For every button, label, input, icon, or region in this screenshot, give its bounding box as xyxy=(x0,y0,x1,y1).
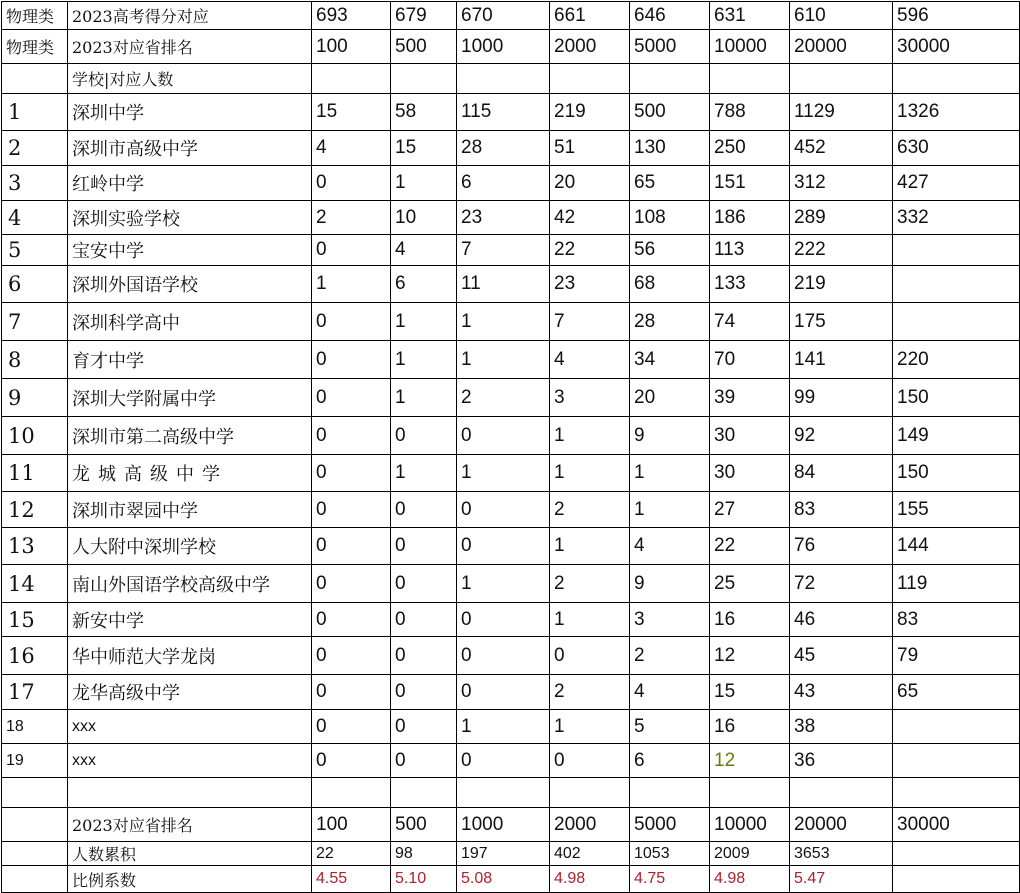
school-name: 新安中学 xyxy=(68,603,312,637)
count-cell: 45 xyxy=(790,637,893,675)
count-cell: 0 xyxy=(312,166,391,201)
school-name: 宝安中学 xyxy=(68,235,312,266)
count-cell: 99 xyxy=(790,379,893,417)
count-cell: 186 xyxy=(710,201,790,235)
count-cell: 1 xyxy=(630,455,710,492)
table-row xyxy=(2,744,1020,778)
count-cell: 1326 xyxy=(893,94,1020,131)
empty-cell xyxy=(550,64,630,94)
school-name: 龙华高级中学 xyxy=(68,675,312,710)
count-cell: 92 xyxy=(790,417,893,455)
rank-value: 2000 xyxy=(550,808,630,842)
count-cell: 15 xyxy=(710,675,790,710)
count-cell: 22 xyxy=(550,235,630,266)
count-cell: 7 xyxy=(550,303,630,341)
count-cell: 70 xyxy=(710,341,790,379)
count-cell: 2 xyxy=(630,637,710,675)
count-cell: 0 xyxy=(312,379,391,417)
header-value: 679 xyxy=(391,2,457,30)
school-name: 深圳中学 xyxy=(68,94,312,131)
school-rank: 14 xyxy=(2,565,68,603)
count-cell: 1 xyxy=(550,528,630,565)
count-cell: 1 xyxy=(312,266,391,303)
count-cell: 83 xyxy=(790,492,893,528)
school-rank: 19 xyxy=(2,744,68,778)
count-cell: 0 xyxy=(457,603,550,637)
header-row xyxy=(2,2,1020,30)
count-cell: 151 xyxy=(710,166,790,201)
count-cell: 155 xyxy=(893,492,1020,528)
count-cell: 12 xyxy=(710,637,790,675)
ratio-value: 5.10 xyxy=(391,866,457,893)
table-row xyxy=(2,131,1020,166)
ratio-value: 4.98 xyxy=(710,866,790,893)
count-cell: 83 xyxy=(893,603,1020,637)
school-rank: 8 xyxy=(2,341,68,379)
score-rank-table xyxy=(1,1,1020,893)
count-cell: 427 xyxy=(893,166,1020,201)
ratio-value: 5.47 xyxy=(790,866,893,893)
table-body xyxy=(2,2,1020,893)
count-cell: 141 xyxy=(790,341,893,379)
ratio-label: 比例系数 xyxy=(68,866,312,893)
count-cell: 149 xyxy=(893,417,1020,455)
count-cell: 0 xyxy=(550,637,630,675)
school-name: 深圳市第二高级中学 xyxy=(68,417,312,455)
header-value: 2000 xyxy=(550,30,630,64)
count-cell: 6 xyxy=(457,166,550,201)
count-cell: 219 xyxy=(550,94,630,131)
count-cell: 1 xyxy=(550,417,630,455)
count-cell: 1 xyxy=(391,455,457,492)
empty-cell xyxy=(710,778,790,808)
count-cell: 119 xyxy=(893,565,1020,603)
count-cell: 25 xyxy=(710,565,790,603)
count-cell: 250 xyxy=(710,131,790,166)
count-cell: 65 xyxy=(893,675,1020,710)
count-cell: 28 xyxy=(630,303,710,341)
footer-rank-label: 2023对应省排名 xyxy=(68,808,312,842)
header-row xyxy=(2,30,1020,64)
empty-cell xyxy=(312,778,391,808)
count-cell: 1 xyxy=(550,455,630,492)
count-cell: 0 xyxy=(312,710,391,744)
count-cell: 220 xyxy=(893,341,1020,379)
count-cell: 1 xyxy=(457,303,550,341)
school-name: 深圳大学附属中学 xyxy=(68,379,312,417)
table-row xyxy=(2,266,1020,303)
count-cell xyxy=(893,710,1020,744)
count-cell: 452 xyxy=(790,131,893,166)
header-value: 30000 xyxy=(893,30,1020,64)
table-row xyxy=(2,94,1020,131)
count-cell: 20 xyxy=(550,166,630,201)
count-cell xyxy=(893,235,1020,266)
count-cell: 0 xyxy=(457,637,550,675)
count-cell: 0 xyxy=(312,235,391,266)
count-cell: 130 xyxy=(630,131,710,166)
header-value: 693 xyxy=(312,2,391,30)
count-cell: 38 xyxy=(790,710,893,744)
school-name: 育才中学 xyxy=(68,341,312,379)
header-value: 631 xyxy=(710,2,790,30)
rank-value: 5000 xyxy=(630,808,710,842)
count-cell: 222 xyxy=(790,235,893,266)
header-value: 661 xyxy=(550,2,630,30)
count-cell: 51 xyxy=(550,131,630,166)
count-cell: 1 xyxy=(457,565,550,603)
count-cell xyxy=(893,303,1020,341)
footer-ratio-row xyxy=(2,866,1020,893)
header-value: 1000 xyxy=(457,30,550,64)
school-rank: 4 xyxy=(2,201,68,235)
count-cell: 39 xyxy=(710,379,790,417)
school-rank: 5 xyxy=(2,235,68,266)
category-label: 物理类 xyxy=(2,30,68,64)
count-cell: 22 xyxy=(710,528,790,565)
count-cell: 0 xyxy=(457,528,550,565)
count-cell: 219 xyxy=(790,266,893,303)
count-cell: 58 xyxy=(391,94,457,131)
empty-cell xyxy=(68,778,312,808)
count-cell: 2 xyxy=(312,201,391,235)
count-cell: 1 xyxy=(391,341,457,379)
count-cell: 4 xyxy=(630,675,710,710)
count-cell: 0 xyxy=(391,603,457,637)
empty-cell xyxy=(2,778,68,808)
school-name: 龙城高级中学 xyxy=(68,455,312,492)
school-rank: 9 xyxy=(2,379,68,417)
count-cell: 4 xyxy=(312,131,391,166)
count-cell: 74 xyxy=(710,303,790,341)
count-cell: 500 xyxy=(630,94,710,131)
count-cell: 0 xyxy=(550,744,630,778)
count-cell: 84 xyxy=(790,455,893,492)
empty-cell xyxy=(893,778,1020,808)
school-rank: 3 xyxy=(2,166,68,201)
table-row xyxy=(2,492,1020,528)
count-cell: 1 xyxy=(391,166,457,201)
table-row xyxy=(2,710,1020,744)
header-value: 610 xyxy=(790,2,893,30)
rank-value: 1000 xyxy=(457,808,550,842)
count-cell: 0 xyxy=(312,417,391,455)
count-cell: 0 xyxy=(312,565,391,603)
count-cell: 42 xyxy=(550,201,630,235)
count-cell: 36 xyxy=(790,744,893,778)
count-cell: 0 xyxy=(391,492,457,528)
table-row xyxy=(2,303,1020,341)
count-cell: 0 xyxy=(312,637,391,675)
count-cell: 1 xyxy=(391,303,457,341)
school-name: 深圳市翠园中学 xyxy=(68,492,312,528)
count-cell: 9 xyxy=(630,565,710,603)
header-value: 596 xyxy=(893,2,1020,30)
school-rank: 1 xyxy=(2,94,68,131)
table-row xyxy=(2,341,1020,379)
count-cell: 4 xyxy=(391,235,457,266)
empty-cell xyxy=(790,778,893,808)
count-cell: 1 xyxy=(391,379,457,417)
count-cell: 2 xyxy=(550,675,630,710)
ratio-value: 5.08 xyxy=(457,866,550,893)
column-header-row xyxy=(2,64,1020,94)
rank-value: 10000 xyxy=(710,808,790,842)
count-cell: 16 xyxy=(710,603,790,637)
count-cell: 0 xyxy=(312,528,391,565)
count-cell xyxy=(893,744,1020,778)
count-cell: 15 xyxy=(312,94,391,131)
count-cell xyxy=(893,266,1020,303)
count-cell: 56 xyxy=(630,235,710,266)
school-name: 人大附中深圳学校 xyxy=(68,528,312,565)
count-cell: 150 xyxy=(893,379,1020,417)
rank-value: 500 xyxy=(391,808,457,842)
empty-cell xyxy=(2,64,68,94)
cumulative-value: 22 xyxy=(312,842,391,866)
row-label: 2023高考得分对应 xyxy=(68,2,312,30)
count-cell: 0 xyxy=(391,675,457,710)
header-value: 100 xyxy=(312,30,391,64)
school-rank: 15 xyxy=(2,603,68,637)
cumulative-value: 3653 xyxy=(790,842,893,866)
count-cell: 12 xyxy=(710,744,790,778)
table-row xyxy=(2,417,1020,455)
footer-cumulative-row xyxy=(2,842,1020,866)
count-cell: 43 xyxy=(790,675,893,710)
empty-cell xyxy=(391,64,457,94)
count-cell: 0 xyxy=(312,492,391,528)
school-rank: 2 xyxy=(2,131,68,166)
count-cell: 113 xyxy=(710,235,790,266)
header-value: 10000 xyxy=(710,30,790,64)
ratio-value: 4.55 xyxy=(312,866,391,893)
school-name: xxx xyxy=(68,710,312,744)
count-cell: 23 xyxy=(550,266,630,303)
header-value: 20000 xyxy=(790,30,893,64)
count-cell: 630 xyxy=(893,131,1020,166)
empty-cell xyxy=(790,64,893,94)
count-cell: 0 xyxy=(312,303,391,341)
school-name: 深圳实验学校 xyxy=(68,201,312,235)
count-cell: 0 xyxy=(312,341,391,379)
count-cell: 133 xyxy=(710,266,790,303)
header-value: 646 xyxy=(630,2,710,30)
empty-cell xyxy=(2,866,68,893)
table-row xyxy=(2,455,1020,492)
count-cell: 0 xyxy=(457,492,550,528)
ratio-value: 4.75 xyxy=(630,866,710,893)
count-cell: 1 xyxy=(550,603,630,637)
count-cell: 23 xyxy=(457,201,550,235)
empty-cell xyxy=(710,64,790,94)
count-cell: 27 xyxy=(710,492,790,528)
count-cell: 72 xyxy=(790,565,893,603)
count-cell: 1 xyxy=(630,492,710,528)
count-cell: 788 xyxy=(710,94,790,131)
count-cell: 34 xyxy=(630,341,710,379)
empty-cell xyxy=(391,778,457,808)
school-rank: 7 xyxy=(2,303,68,341)
count-cell: 0 xyxy=(457,675,550,710)
count-cell: 5 xyxy=(630,710,710,744)
school-rank: 13 xyxy=(2,528,68,565)
count-cell: 16 xyxy=(710,710,790,744)
blank-row xyxy=(2,778,1020,808)
empty-cell xyxy=(2,808,68,842)
count-cell: 65 xyxy=(630,166,710,201)
count-cell: 15 xyxy=(391,131,457,166)
count-cell: 289 xyxy=(790,201,893,235)
count-cell: 332 xyxy=(893,201,1020,235)
table-row xyxy=(2,166,1020,201)
table-row xyxy=(2,637,1020,675)
count-cell: 0 xyxy=(391,417,457,455)
school-name: 深圳外国语学校 xyxy=(68,266,312,303)
empty-cell xyxy=(457,778,550,808)
count-cell: 68 xyxy=(630,266,710,303)
count-cell: 0 xyxy=(457,417,550,455)
header-value: 5000 xyxy=(630,30,710,64)
school-rank: 18 xyxy=(2,710,68,744)
count-cell: 1129 xyxy=(790,94,893,131)
rank-value: 100 xyxy=(312,808,391,842)
count-cell: 150 xyxy=(893,455,1020,492)
count-cell: 1 xyxy=(550,710,630,744)
school-name: 华中师范大学龙岗 xyxy=(68,637,312,675)
cumulative-value: 197 xyxy=(457,842,550,866)
count-cell: 30 xyxy=(710,455,790,492)
empty-cell xyxy=(2,842,68,866)
rank-value: 20000 xyxy=(790,808,893,842)
count-cell: 0 xyxy=(312,744,391,778)
empty-cell xyxy=(893,64,1020,94)
count-cell: 144 xyxy=(893,528,1020,565)
table-row xyxy=(2,603,1020,637)
count-cell: 9 xyxy=(630,417,710,455)
count-cell: 6 xyxy=(630,744,710,778)
count-cell: 20 xyxy=(630,379,710,417)
count-cell: 2 xyxy=(457,379,550,417)
table-row xyxy=(2,379,1020,417)
category-label: 物理类 xyxy=(2,2,68,30)
school-rank: 6 xyxy=(2,266,68,303)
school-name: 深圳市高级中学 xyxy=(68,131,312,166)
header-value: 500 xyxy=(391,30,457,64)
cumulative-label: 人数累积 xyxy=(68,842,312,866)
row-label: 2023对应省排名 xyxy=(68,30,312,64)
count-cell: 0 xyxy=(391,528,457,565)
table-row xyxy=(2,528,1020,565)
count-cell: 4 xyxy=(630,528,710,565)
count-cell: 28 xyxy=(457,131,550,166)
count-cell: 175 xyxy=(790,303,893,341)
count-cell: 11 xyxy=(457,266,550,303)
count-cell: 1 xyxy=(457,455,550,492)
count-cell: 0 xyxy=(391,637,457,675)
cumulative-value: 2009 xyxy=(710,842,790,866)
count-cell: 2 xyxy=(550,492,630,528)
count-cell: 0 xyxy=(391,710,457,744)
empty-cell xyxy=(630,64,710,94)
school-rank: 10 xyxy=(2,417,68,455)
count-cell: 2 xyxy=(550,565,630,603)
count-cell: 7 xyxy=(457,235,550,266)
ratio-value: 4.98 xyxy=(550,866,630,893)
count-cell: 0 xyxy=(391,744,457,778)
empty-cell xyxy=(312,64,391,94)
school-name: 红岭中学 xyxy=(68,166,312,201)
count-cell: 0 xyxy=(312,675,391,710)
column-header: 学校|对应人数 xyxy=(68,64,312,94)
cumulative-value xyxy=(893,842,1020,866)
count-cell: 3 xyxy=(630,603,710,637)
rank-value: 30000 xyxy=(893,808,1020,842)
count-cell: 6 xyxy=(391,266,457,303)
count-cell: 312 xyxy=(790,166,893,201)
table-row xyxy=(2,235,1020,266)
school-rank: 16 xyxy=(2,637,68,675)
count-cell: 1 xyxy=(457,341,550,379)
empty-cell xyxy=(457,64,550,94)
count-cell: 30 xyxy=(710,417,790,455)
empty-cell xyxy=(550,778,630,808)
empty-cell xyxy=(630,778,710,808)
count-cell: 108 xyxy=(630,201,710,235)
table-row xyxy=(2,201,1020,235)
count-cell: 1 xyxy=(457,710,550,744)
school-name: 深圳科学高中 xyxy=(68,303,312,341)
cumulative-value: 98 xyxy=(391,842,457,866)
school-name: xxx xyxy=(68,744,312,778)
school-rank: 12 xyxy=(2,492,68,528)
cumulative-value: 1053 xyxy=(630,842,710,866)
count-cell: 115 xyxy=(457,94,550,131)
count-cell: 79 xyxy=(893,637,1020,675)
table-row xyxy=(2,565,1020,603)
header-value: 670 xyxy=(457,2,550,30)
count-cell: 46 xyxy=(790,603,893,637)
cumulative-value: 402 xyxy=(550,842,630,866)
school-rank: 17 xyxy=(2,675,68,710)
count-cell: 10 xyxy=(391,201,457,235)
count-cell: 0 xyxy=(312,455,391,492)
count-cell: 4 xyxy=(550,341,630,379)
school-rank: 11 xyxy=(2,455,68,492)
ratio-value xyxy=(893,866,1020,893)
count-cell: 76 xyxy=(790,528,893,565)
count-cell: 0 xyxy=(457,744,550,778)
count-cell: 0 xyxy=(312,603,391,637)
count-cell: 3 xyxy=(550,379,630,417)
table-row xyxy=(2,675,1020,710)
footer-rank-row xyxy=(2,808,1020,842)
count-cell: 0 xyxy=(391,565,457,603)
school-name: 南山外国语学校高级中学 xyxy=(68,565,312,603)
